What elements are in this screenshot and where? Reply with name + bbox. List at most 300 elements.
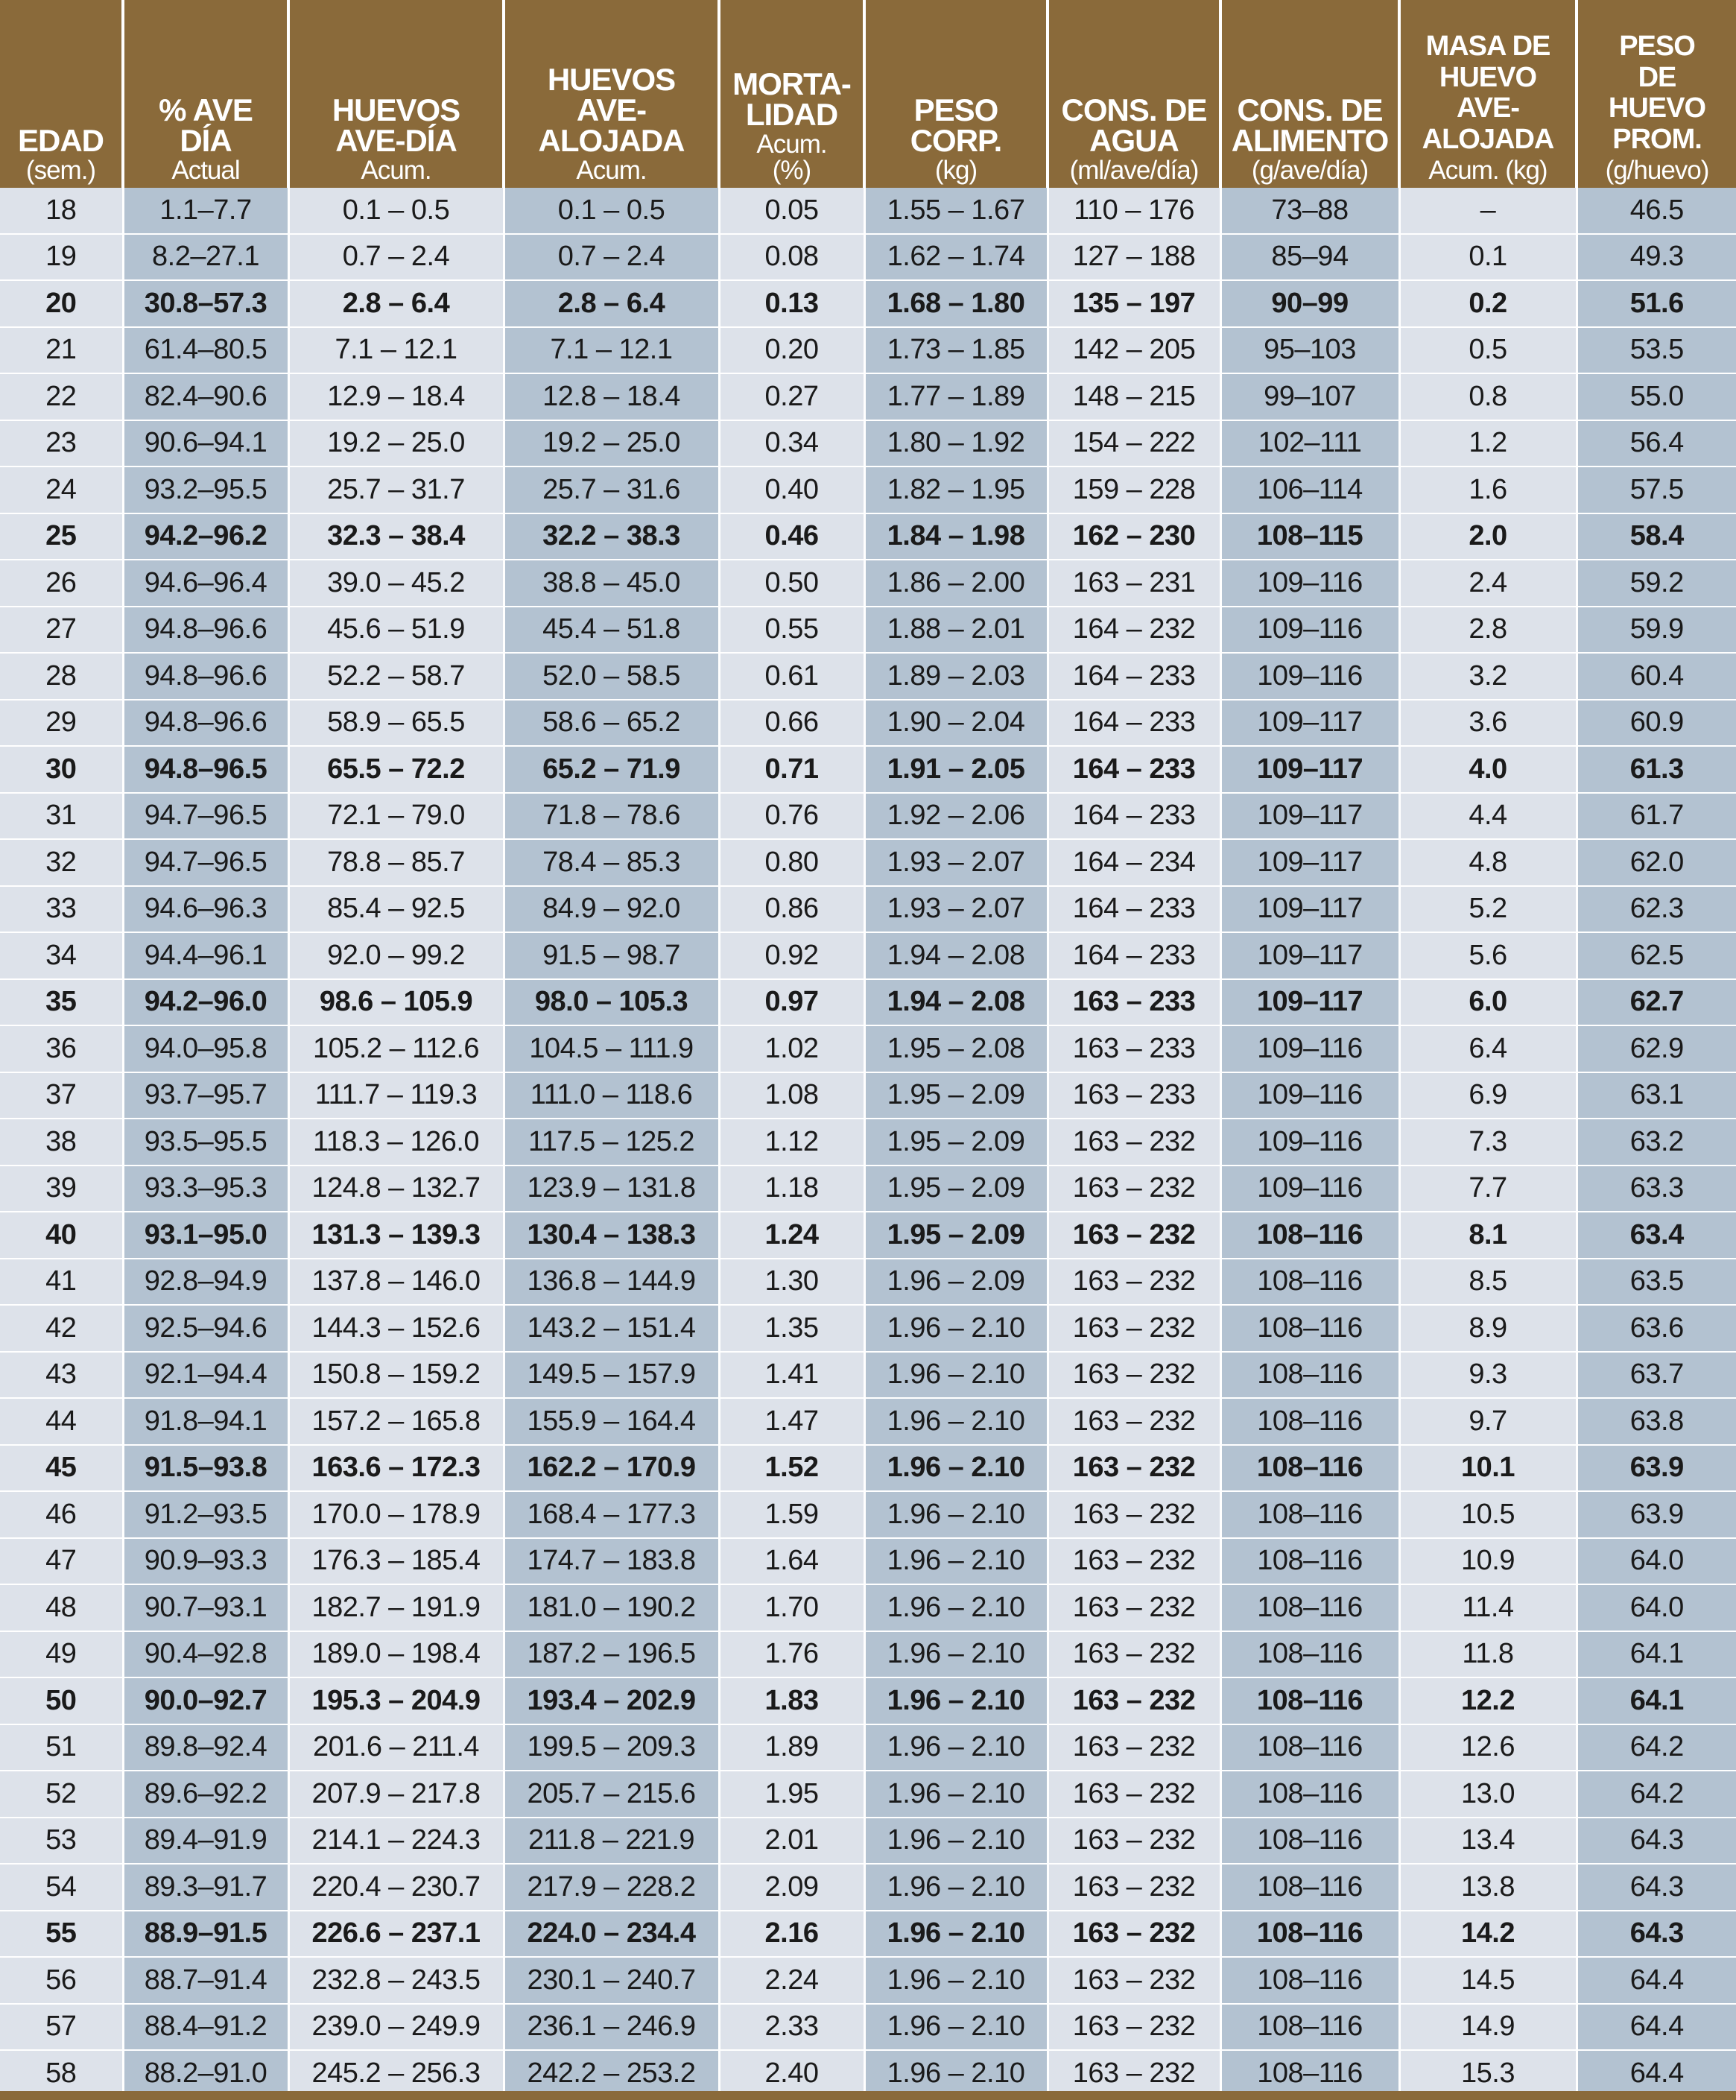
- table-cell: 109–117: [1220, 839, 1399, 886]
- table-cell: 164 – 233: [1048, 886, 1220, 933]
- table-cell: 12.6: [1399, 1724, 1577, 1771]
- table-cell: 163 – 232: [1048, 1352, 1220, 1399]
- table-row: [0, 793, 1736, 840]
- table-cell: 109–117: [1220, 700, 1399, 747]
- table-cell: 32: [0, 839, 123, 886]
- table-cell: 1.96 – 2.10: [864, 1677, 1048, 1724]
- table-cell: 8.2–27.1: [123, 234, 288, 281]
- table-cell: 89.3–91.7: [123, 1864, 288, 1911]
- table-cell: 2.24: [719, 1957, 864, 2004]
- table-cell: 109–116: [1220, 560, 1399, 607]
- table-row: [0, 1398, 1736, 1445]
- table-cell: 0.8: [1399, 373, 1577, 420]
- table-cell: 0.7 – 2.4: [288, 234, 504, 281]
- table-cell: 23: [0, 420, 123, 467]
- table-cell: 92.1–94.4: [123, 1352, 288, 1399]
- table-cell: 109–117: [1220, 932, 1399, 979]
- table-cell: 1.93 – 2.07: [864, 839, 1048, 886]
- table-cell: 108–116: [1220, 1724, 1399, 1771]
- table-cell: 1.96 – 2.10: [864, 2004, 1048, 2051]
- table-cell: 8.5: [1399, 1259, 1577, 1306]
- table-cell: 64.3: [1577, 1818, 1736, 1865]
- table-row: [0, 839, 1736, 886]
- table-cell: 92.8–94.9: [123, 1259, 288, 1306]
- table-cell: 7.1 – 12.1: [504, 327, 719, 374]
- table-cell: 163 – 232: [1048, 1864, 1220, 1911]
- table-cell: 102–111: [1220, 420, 1399, 467]
- header-edad: EDAD (sem.): [0, 0, 123, 188]
- table-cell: 0.61: [719, 653, 864, 700]
- table-cell: 73–88: [1220, 188, 1399, 234]
- table-cell: 64.1: [1577, 1631, 1736, 1678]
- table-cell: 61.7: [1577, 793, 1736, 840]
- table-cell: 88.2–91.0: [123, 2050, 288, 2097]
- table-cell: 1.96 – 2.10: [864, 1818, 1048, 1865]
- table-cell: 164 – 233: [1048, 793, 1220, 840]
- table-cell: 1.59: [719, 1491, 864, 1538]
- table-cell: 58.6 – 65.2: [504, 700, 719, 747]
- table-cell: 163 – 233: [1048, 1025, 1220, 1072]
- table-cell: 46.5: [1577, 188, 1736, 234]
- table-cell: 13.4: [1399, 1818, 1577, 1865]
- table-cell: 1.73 – 1.85: [864, 327, 1048, 374]
- table-cell: 148 – 215: [1048, 373, 1220, 420]
- table-cell: 64.2: [1577, 1771, 1736, 1818]
- table-cell: 94.7–96.5: [123, 793, 288, 840]
- table-cell: 127 – 188: [1048, 234, 1220, 281]
- table-cell: 62.9: [1577, 1025, 1736, 1072]
- table-cell: 84.9 – 92.0: [504, 886, 719, 933]
- table-cell: 31: [0, 793, 123, 840]
- table-cell: 135 – 197: [1048, 280, 1220, 327]
- table-cell: 245.2 – 256.3: [288, 2050, 504, 2097]
- table-cell: 36: [0, 1025, 123, 1072]
- table-cell: 1.96 – 2.10: [864, 1352, 1048, 1399]
- table-cell: 94.8–96.6: [123, 607, 288, 654]
- table-cell: 109–116: [1220, 1025, 1399, 1072]
- header-row: [0, 0, 1736, 188]
- table-cell: 155.9 – 164.4: [504, 1398, 719, 1445]
- table-cell: 63.3: [1577, 1166, 1736, 1212]
- table-cell: 15.3: [1399, 2050, 1577, 2097]
- table-cell: 5.6: [1399, 932, 1577, 979]
- table-cell: 104.5 – 111.9: [504, 1025, 719, 1072]
- table-cell: 55: [0, 1911, 123, 1958]
- table-cell: 1.96 – 2.10: [864, 1771, 1048, 1818]
- table-cell: 98.0 – 105.3: [504, 979, 719, 1026]
- table-cell: 1.55 – 1.67: [864, 188, 1048, 234]
- table-cell: 64.0: [1577, 1584, 1736, 1631]
- table-cell: 108–116: [1220, 2004, 1399, 2051]
- table-cell: 162.2 – 170.9: [504, 1445, 719, 1492]
- table-cell: 131.3 – 139.3: [288, 1212, 504, 1259]
- table-cell: 164 – 233: [1048, 700, 1220, 747]
- table-cell: 94.6–96.3: [123, 886, 288, 933]
- table-cell: 1.95 – 2.09: [864, 1212, 1048, 1259]
- table-row: [0, 1677, 1736, 1724]
- table-cell: 54: [0, 1864, 123, 1911]
- table-cell: 94.7–96.5: [123, 839, 288, 886]
- table-row: [0, 1538, 1736, 1585]
- table-cell: 0.5: [1399, 327, 1577, 374]
- table-cell: 8.9: [1399, 1305, 1577, 1352]
- table-cell: 110 – 176: [1048, 188, 1220, 234]
- table-cell: 1.88 – 2.01: [864, 607, 1048, 654]
- table-cell: 4.8: [1399, 839, 1577, 886]
- header-huevos-ave-alojada: HUEVOS AVE- ALOJADA Acum.: [504, 0, 719, 188]
- table-cell: 207.9 – 217.8: [288, 1771, 504, 1818]
- table-cell: 64.0: [1577, 1538, 1736, 1585]
- table-cell: 26: [0, 560, 123, 607]
- table-cell: 163 – 232: [1048, 1771, 1220, 1818]
- table-cell: 1.96 – 2.10: [864, 1724, 1048, 1771]
- table-cell: 64.4: [1577, 1957, 1736, 2004]
- table-cell: 150.8 – 159.2: [288, 1352, 504, 1399]
- table-cell: 95–103: [1220, 327, 1399, 374]
- table-cell: 0.1 – 0.5: [288, 188, 504, 234]
- header-cons-agua: CONS. DE AGUA (ml/ave/día): [1048, 0, 1220, 188]
- table-row: [0, 327, 1736, 374]
- table-cell: 63.4: [1577, 1212, 1736, 1259]
- table-cell: 7.3: [1399, 1119, 1577, 1166]
- table-cell: 1.96 – 2.10: [864, 1305, 1048, 1352]
- table-cell: 46: [0, 1491, 123, 1538]
- table-cell: 1.96 – 2.10: [864, 1538, 1048, 1585]
- table-cell: 71.8 – 78.6: [504, 793, 719, 840]
- table-cell: 52.0 – 58.5: [504, 653, 719, 700]
- table-cell: 6.4: [1399, 1025, 1577, 1072]
- table-cell: 108–116: [1220, 1398, 1399, 1445]
- table-cell: 0.55: [719, 607, 864, 654]
- table-cell: 93.1–95.0: [123, 1212, 288, 1259]
- table-cell: 163 – 232: [1048, 1445, 1220, 1492]
- table-cell: 64.4: [1577, 2050, 1736, 2097]
- table-cell: 1.94 – 2.08: [864, 932, 1048, 979]
- table-cell: 58: [0, 2050, 123, 2097]
- table-cell: 21: [0, 327, 123, 374]
- table-cell: 108–116: [1220, 1445, 1399, 1492]
- table-cell: 22: [0, 373, 123, 420]
- table-cell: 65.5 – 72.2: [288, 746, 504, 793]
- table-cell: 1.89 – 2.03: [864, 653, 1048, 700]
- table-cell: 19: [0, 234, 123, 281]
- table-cell: 163 – 232: [1048, 1212, 1220, 1259]
- table-cell: 163 – 232: [1048, 1957, 1220, 2004]
- table-cell: 109–117: [1220, 793, 1399, 840]
- table-row: [0, 1212, 1736, 1259]
- table-cell: 12.2: [1399, 1677, 1577, 1724]
- table-cell: 1.18: [719, 1166, 864, 1212]
- table-cell: 2.4: [1399, 560, 1577, 607]
- table-cell: 0.50: [719, 560, 864, 607]
- table-cell: 91.5 – 98.7: [504, 932, 719, 979]
- table-cell: 90.9–93.3: [123, 1538, 288, 1585]
- table-cell: 168.4 – 177.3: [504, 1491, 719, 1538]
- table-cell: 53: [0, 1818, 123, 1865]
- table-cell: 19.2 – 25.0: [288, 420, 504, 467]
- table-cell: 193.4 – 202.9: [504, 1677, 719, 1724]
- table-row: [0, 1025, 1736, 1072]
- table-cell: 230.1 – 240.7: [504, 1957, 719, 2004]
- table-cell: 58.4: [1577, 513, 1736, 560]
- table-row: [0, 1864, 1736, 1911]
- table-cell: 1.91 – 2.05: [864, 746, 1048, 793]
- bottom-band: [0, 2091, 1736, 2100]
- table-cell: 163 – 232: [1048, 1305, 1220, 1352]
- table-cell: 64.2: [1577, 1724, 1736, 1771]
- table-cell: 1.76: [719, 1631, 864, 1678]
- table-cell: 1.08: [719, 1072, 864, 1119]
- table-cell: 89.6–92.2: [123, 1771, 288, 1818]
- table-cell: 30: [0, 746, 123, 793]
- table-cell: 242.2 – 253.2: [504, 2050, 719, 2097]
- table-cell: 8.1: [1399, 1212, 1577, 1259]
- table-cell: 41: [0, 1259, 123, 1306]
- table-row: [0, 513, 1736, 560]
- table-cell: 1.90 – 2.04: [864, 700, 1048, 747]
- table-cell: 123.9 – 131.8: [504, 1166, 719, 1212]
- table-cell: 3.2: [1399, 653, 1577, 700]
- table-cell: 45: [0, 1445, 123, 1492]
- header-huevos-ave-dia: HUEVOS AVE-DÍA Acum.: [288, 0, 504, 188]
- table-body: [0, 188, 1736, 2097]
- table-cell: 1.77 – 1.89: [864, 373, 1048, 420]
- table-cell: 63.8: [1577, 1398, 1736, 1445]
- table-cell: 1.92 – 2.06: [864, 793, 1048, 840]
- table-row: [0, 886, 1736, 933]
- table-cell: 1.52: [719, 1445, 864, 1492]
- table-cell: 1.12: [719, 1119, 864, 1166]
- table-cell: 14.2: [1399, 1911, 1577, 1958]
- table-cell: 7.7: [1399, 1166, 1577, 1212]
- table-cell: 1.89: [719, 1724, 864, 1771]
- table-cell: 0.71: [719, 746, 864, 793]
- table-cell: 28: [0, 653, 123, 700]
- table-cell: 62.7: [1577, 979, 1736, 1026]
- table-cell: 1.95 – 2.09: [864, 1072, 1048, 1119]
- table-cell: 52: [0, 1771, 123, 1818]
- table-cell: 60.9: [1577, 700, 1736, 747]
- table-row: [0, 653, 1736, 700]
- table-cell: 1.80 – 1.92: [864, 420, 1048, 467]
- table-cell: 0.1 – 0.5: [504, 188, 719, 234]
- table-cell: 224.0 – 234.4: [504, 1911, 719, 1958]
- table-cell: 94.6–96.4: [123, 560, 288, 607]
- table-cell: 2.09: [719, 1864, 864, 1911]
- header-ave-dia: % AVE DÍA Actual: [123, 0, 288, 188]
- table-cell: 163 – 232: [1048, 1398, 1220, 1445]
- table-cell: 142 – 205: [1048, 327, 1220, 374]
- table-cell: 181.0 – 190.2: [504, 1584, 719, 1631]
- table-cell: 61.4–80.5: [123, 327, 288, 374]
- table-cell: 85.4 – 92.5: [288, 886, 504, 933]
- table-cell: 94.8–96.6: [123, 653, 288, 700]
- table-cell: 64.1: [1577, 1677, 1736, 1724]
- table-row: [0, 2050, 1736, 2097]
- table-cell: 0.46: [719, 513, 864, 560]
- table-cell: 45.4 – 51.8: [504, 607, 719, 654]
- table-cell: 163 – 232: [1048, 1119, 1220, 1166]
- header-peso-huevo: PESO DE HUEVO PROM. (g/huevo): [1577, 0, 1736, 188]
- table-cell: 1.93 – 2.07: [864, 886, 1048, 933]
- table-cell: 108–116: [1220, 1305, 1399, 1352]
- header-mortalidad: MORTA- LIDAD Acum. (%): [719, 0, 864, 188]
- table-cell: 1.64: [719, 1538, 864, 1585]
- table-cell: 163 – 232: [1048, 1259, 1220, 1306]
- table-cell: 64.3: [1577, 1864, 1736, 1911]
- table-cell: 12.9 – 18.4: [288, 373, 504, 420]
- table-cell: 1.96 – 2.10: [864, 1491, 1048, 1538]
- table-cell: 109–116: [1220, 1072, 1399, 1119]
- table-cell: 13.8: [1399, 1864, 1577, 1911]
- table-row: [0, 188, 1736, 234]
- table-cell: 0.76: [719, 793, 864, 840]
- table-cell: 63.2: [1577, 1119, 1736, 1166]
- table-cell: 163 – 232: [1048, 1491, 1220, 1538]
- table-cell: 159 – 228: [1048, 467, 1220, 513]
- table-cell: 109–116: [1220, 653, 1399, 700]
- table-cell: 14.5: [1399, 1957, 1577, 2004]
- table-row: [0, 1072, 1736, 1119]
- table-cell: 108–116: [1220, 1584, 1399, 1631]
- table-cell: 163 – 232: [1048, 1538, 1220, 1585]
- table-cell: 6.0: [1399, 979, 1577, 1026]
- table-cell: 49.3: [1577, 234, 1736, 281]
- table-row: [0, 1771, 1736, 1818]
- table-cell: 1.24: [719, 1212, 864, 1259]
- table-cell: 10.5: [1399, 1491, 1577, 1538]
- table-cell: 57: [0, 2004, 123, 2051]
- table-cell: 1.1–7.7: [123, 188, 288, 234]
- table-cell: 108–116: [1220, 1538, 1399, 1585]
- table-row: [0, 746, 1736, 793]
- table-cell: 63.1: [1577, 1072, 1736, 1119]
- table-cell: 42: [0, 1305, 123, 1352]
- table-cell: 63.9: [1577, 1491, 1736, 1538]
- table-cell: 4.0: [1399, 746, 1577, 793]
- table-cell: 91.2–93.5: [123, 1491, 288, 1538]
- table-row: [0, 420, 1736, 467]
- table-cell: 94.8–96.6: [123, 700, 288, 747]
- table-cell: 59.2: [1577, 560, 1736, 607]
- table-cell: 108–116: [1220, 2050, 1399, 2097]
- table-cell: 33: [0, 886, 123, 933]
- table-cell: 1.96 – 2.10: [864, 2050, 1048, 2097]
- table-cell: 49: [0, 1631, 123, 1678]
- table-cell: –: [1399, 188, 1577, 234]
- table-cell: 174.7 – 183.8: [504, 1538, 719, 1585]
- table-cell: 137.8 – 146.0: [288, 1259, 504, 1306]
- table-cell: 1.95 – 2.09: [864, 1119, 1048, 1166]
- table-cell: 78.8 – 85.7: [288, 839, 504, 886]
- table-cell: 108–116: [1220, 1352, 1399, 1399]
- table-cell: 63.6: [1577, 1305, 1736, 1352]
- table-cell: 90.4–92.8: [123, 1631, 288, 1678]
- table-cell: 163 – 231: [1048, 560, 1220, 607]
- table-cell: 163.6 – 172.3: [288, 1445, 504, 1492]
- table-cell: 1.6: [1399, 467, 1577, 513]
- table-cell: 1.96 – 2.10: [864, 1445, 1048, 1492]
- table-cell: 13.0: [1399, 1771, 1577, 1818]
- table-cell: 2.8 – 6.4: [288, 280, 504, 327]
- table-cell: 0.1: [1399, 234, 1577, 281]
- table-cell: 63.7: [1577, 1352, 1736, 1399]
- table-cell: 1.96 – 2.10: [864, 1911, 1048, 1958]
- table-cell: 38.8 – 45.0: [504, 560, 719, 607]
- table-cell: 2.01: [719, 1818, 864, 1865]
- table-cell: 144.3 – 152.6: [288, 1305, 504, 1352]
- table-cell: 25: [0, 513, 123, 560]
- table-cell: 57.5: [1577, 467, 1736, 513]
- table-cell: 40: [0, 1212, 123, 1259]
- table-cell: 154 – 222: [1048, 420, 1220, 467]
- table-cell: 2.0: [1399, 513, 1577, 560]
- table-cell: 1.35: [719, 1305, 864, 1352]
- table-cell: 163 – 232: [1048, 1631, 1220, 1678]
- table-cell: 236.1 – 246.9: [504, 2004, 719, 2051]
- table-cell: 108–116: [1220, 1631, 1399, 1678]
- table-cell: 94.2–96.2: [123, 513, 288, 560]
- table-cell: 226.6 – 237.1: [288, 1911, 504, 1958]
- table-cell: 164 – 232: [1048, 607, 1220, 654]
- table-cell: 211.8 – 221.9: [504, 1818, 719, 1865]
- table-cell: 1.95 – 2.09: [864, 1166, 1048, 1212]
- table-cell: 109–116: [1220, 1119, 1399, 1166]
- table-cell: 92.0 – 99.2: [288, 932, 504, 979]
- table-cell: 0.34: [719, 420, 864, 467]
- table-cell: 217.9 – 228.2: [504, 1864, 719, 1911]
- table-cell: 1.95 – 2.08: [864, 1025, 1048, 1072]
- table-cell: 47: [0, 1538, 123, 1585]
- table-row: [0, 280, 1736, 327]
- table-cell: 108–116: [1220, 1771, 1399, 1818]
- table-cell: 163 – 232: [1048, 1818, 1220, 1865]
- table-cell: 10.9: [1399, 1538, 1577, 1585]
- table-cell: 37: [0, 1072, 123, 1119]
- table-cell: 1.96 – 2.10: [864, 1957, 1048, 2004]
- table-cell: 163 – 232: [1048, 1677, 1220, 1724]
- table-cell: 14.9: [1399, 2004, 1577, 2051]
- table-cell: 108–116: [1220, 1677, 1399, 1724]
- table-cell: 25.7 – 31.7: [288, 467, 504, 513]
- table-cell: 0.92: [719, 932, 864, 979]
- table-cell: 56: [0, 1957, 123, 2004]
- table-cell: 12.8 – 18.4: [504, 373, 719, 420]
- table-cell: 44: [0, 1398, 123, 1445]
- table-cell: 39: [0, 1166, 123, 1212]
- table-cell: 1.96 – 2.10: [864, 1864, 1048, 1911]
- table-cell: 163 – 233: [1048, 1072, 1220, 1119]
- table-cell: 0.7 – 2.4: [504, 234, 719, 281]
- table-cell: 108–116: [1220, 1491, 1399, 1538]
- table-cell: 109–117: [1220, 746, 1399, 793]
- table-cell: 29: [0, 700, 123, 747]
- table-row: [0, 1119, 1736, 1166]
- table-cell: 43: [0, 1352, 123, 1399]
- table-cell: 72.1 – 79.0: [288, 793, 504, 840]
- table-cell: 38: [0, 1119, 123, 1166]
- table-cell: 89.4–91.9: [123, 1818, 288, 1865]
- table-cell: 1.86 – 2.00: [864, 560, 1048, 607]
- table-cell: 109–117: [1220, 886, 1399, 933]
- table-cell: 60.4: [1577, 653, 1736, 700]
- table-cell: 182.7 – 191.9: [288, 1584, 504, 1631]
- table-cell: 170.0 – 178.9: [288, 1491, 504, 1538]
- table-cell: 199.5 – 209.3: [504, 1724, 719, 1771]
- table-row: [0, 1818, 1736, 1865]
- table-cell: 0.66: [719, 700, 864, 747]
- table-cell: 94.2–96.0: [123, 979, 288, 1026]
